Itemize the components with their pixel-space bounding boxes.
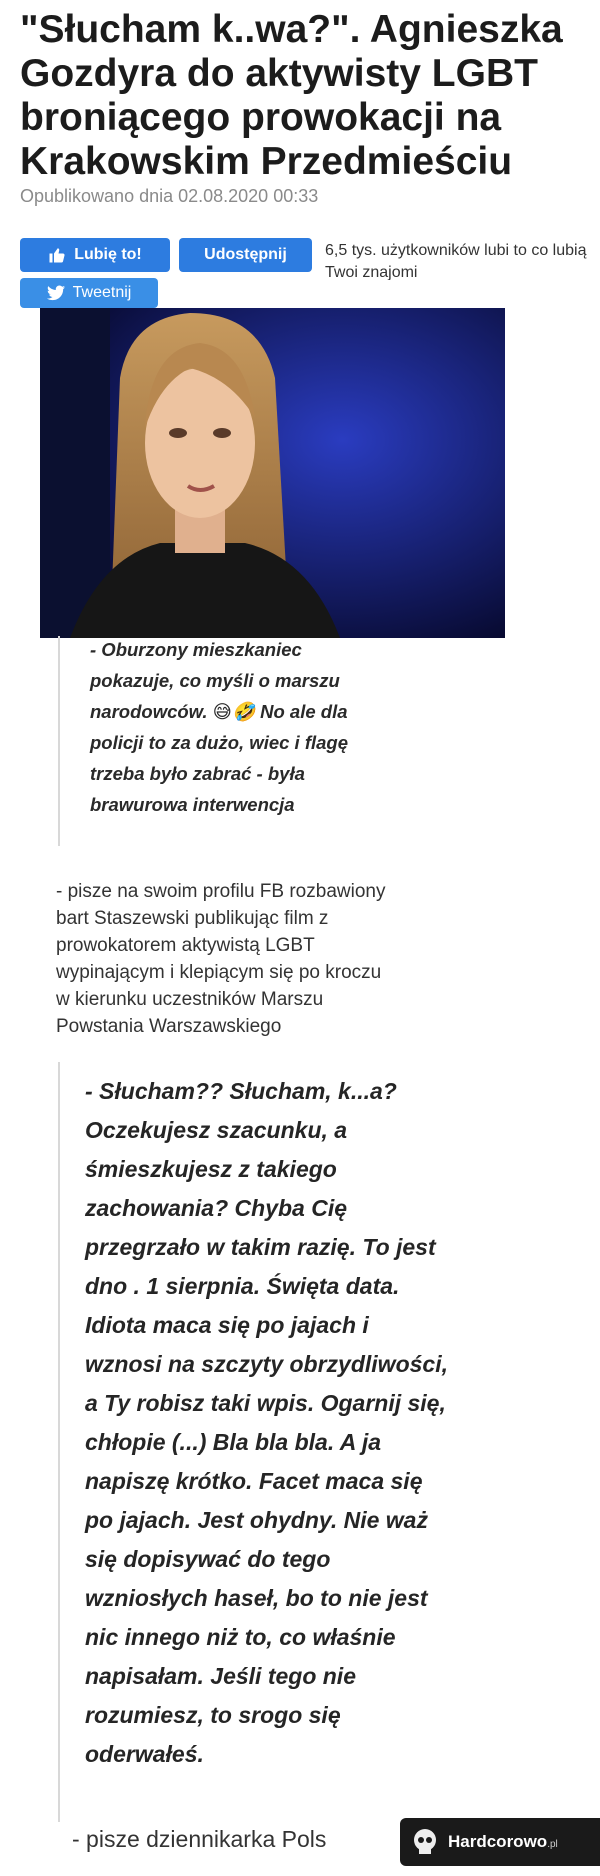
watermark-text: Hardcorowo xyxy=(448,1832,548,1851)
tweet-button[interactable] xyxy=(20,278,158,308)
share-button[interactable] xyxy=(179,238,312,272)
article-photo xyxy=(40,308,505,638)
tweet-button-label: Tweetnij xyxy=(72,284,132,301)
published-date: Opublikowano dnia 02.08.2020 00:33 xyxy=(20,186,319,206)
quote2-text: - Słucham?? Słucham, k...a? Oczekujesz szacunku, a śmieszkujesz z takiego zachowania? Chyba Cię przegrzało w takim razię. To jest dno . 1 sierpnia. Święta data. Idiota maca się po jajach i wznosi na szczyty obrzydliwości, a Ty robisz taki wpis. Ogarnij się, chłopie (...) Bla bla bla. A ja napiszę krótko. Facet maca się po jajach. Jest ohydny. Nie waż się dopisywać do tego wzniosłych haseł, bo to nie jest nic innego niż to, co właśnie napisałam. Jeśli tego nie rozumiesz, to srogo się oderwałeś. xyxy=(85,1078,448,1767)
like-button[interactable] xyxy=(20,238,170,272)
quote1-bar xyxy=(58,636,60,846)
article-paragraph: - pisze na swoim profilu FB rozbawiony bart Staszewski publikując film z prowokatorem aktywistą LGBT wypinającym i klepiącym się po kroczu w kierunku uczestników Marszu Powstania Warszawskiego xyxy=(56,881,386,1037)
likes-count-text: 6,5 tys. użytkowników lubi to co lubią Twoi znajomi xyxy=(325,242,587,280)
watermark-suffix: .pl xyxy=(547,1839,558,1850)
like-button-label: Lubię to! xyxy=(74,246,142,263)
twitter-bird-icon xyxy=(47,285,65,301)
source-attribution: - pisze dziennikarka Pols xyxy=(72,1826,327,1852)
thumbs-up-icon xyxy=(48,246,66,264)
skull-logo-icon xyxy=(410,1827,440,1857)
share-button-label: Udostępnij xyxy=(204,246,287,263)
article-title: "Słucham k..wa?". Agnieszka Gozdyra do aktywisty LGBT broniącego prowokacji na Krakowskim Przedmieściu xyxy=(20,8,563,183)
site-watermark xyxy=(400,1818,600,1866)
quote2-bar xyxy=(58,1062,60,1822)
quote1-text: - Oburzony mieszkaniec pokazuje, co myśli o marszu narodowców. 😅🤣 No ale dla policji to za dużo, wiec i flagę trzeba było zabrać - była brawurowa interwencja xyxy=(90,639,349,815)
